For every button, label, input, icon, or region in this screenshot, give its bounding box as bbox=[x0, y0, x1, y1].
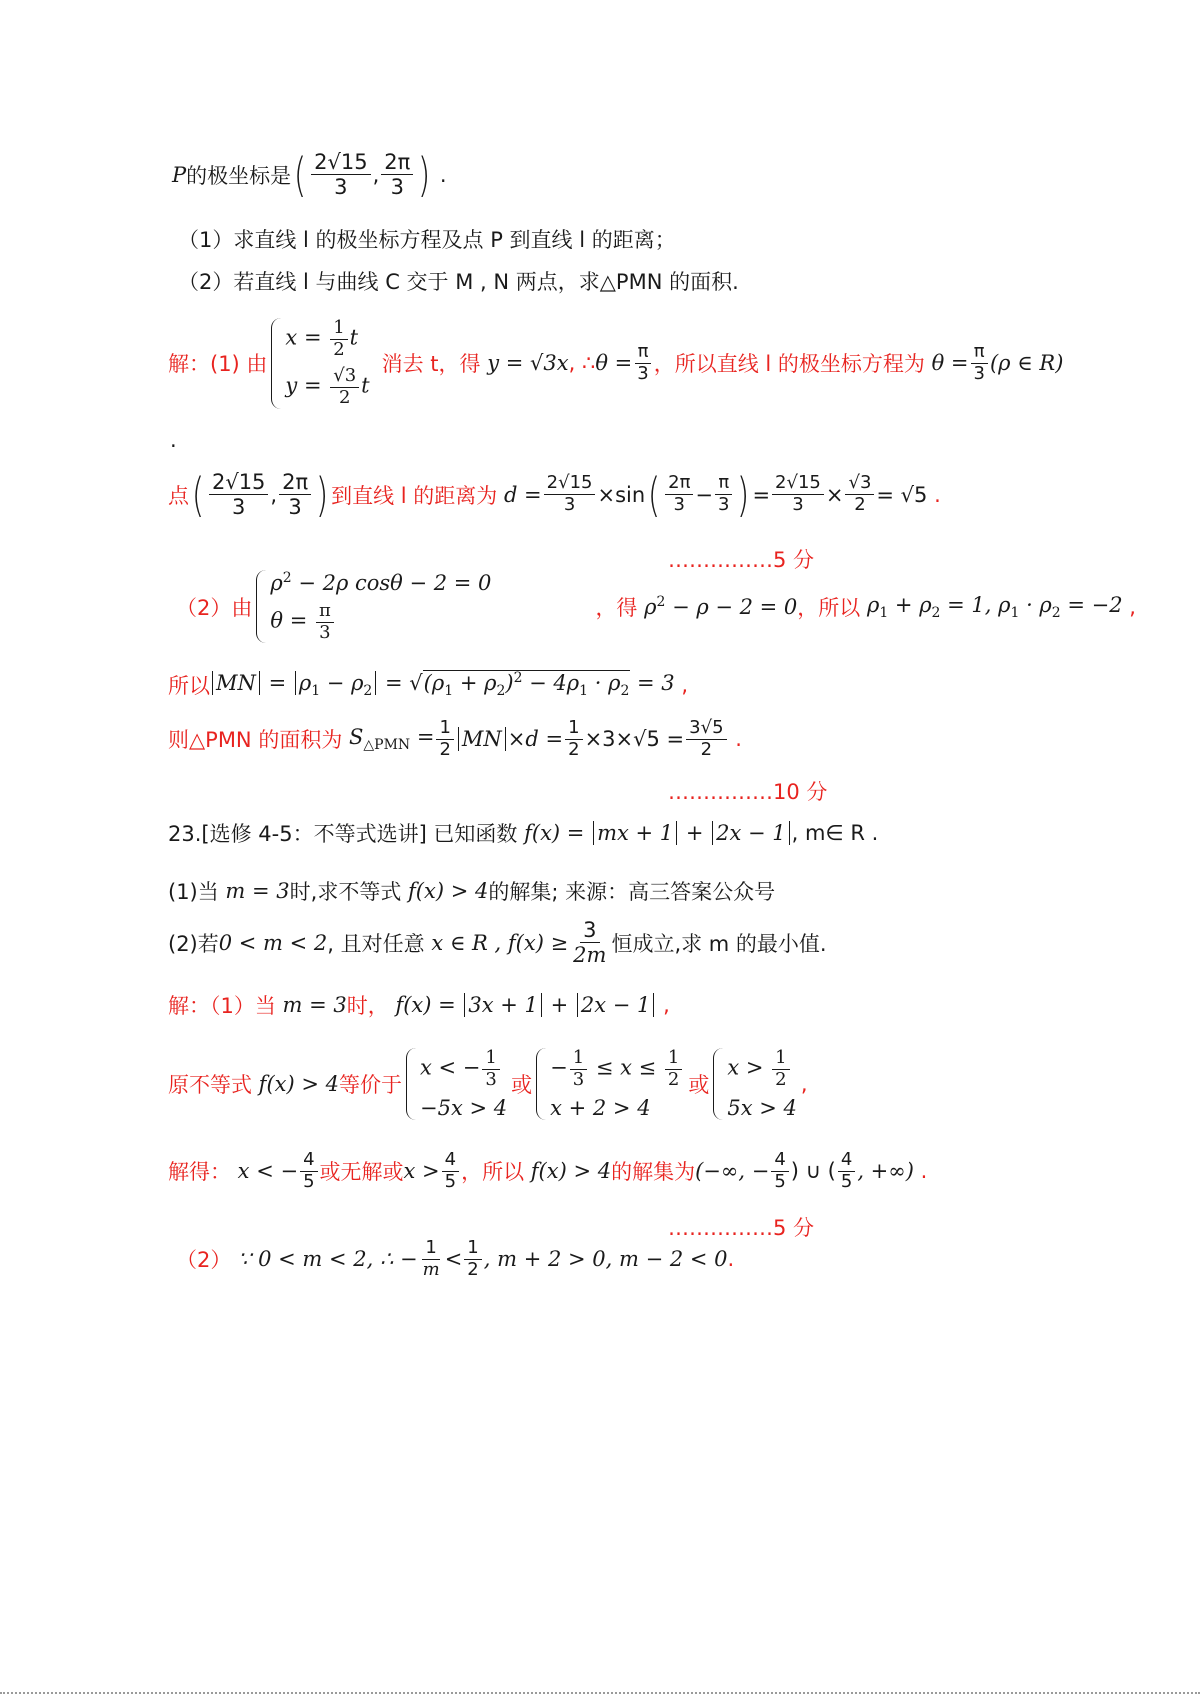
equiv-text: 等价于 bbox=[338, 1073, 402, 1098]
area-prefix: 则△PMN 的面积为 bbox=[168, 728, 343, 753]
solution1-intro: 解：(1) 由 bbox=[168, 352, 268, 377]
q23-part1: (1)当 m = 3 时,求不等式 f(x) > 4 的解集; 来源：高三答案公众号 bbox=[168, 876, 775, 906]
sol23-equiv-line: 原不等式 f(x) > 4 等价于 x < − $\frac{1}{3}$ −5x > 4 或 − $\frac{1}{3}$ ≤ x ≤ $\frac{1}{2}$ x + 2 > 4 或 x > $\frac{1}{2}$ 5x > 4 , bbox=[168, 1047, 808, 1121]
question-part2: （2）若直线 l 与曲线 C 交于 M , N 两点，求△PMN 的面积. bbox=[178, 270, 739, 294]
q23-cond: , m∈ R . bbox=[791, 821, 879, 845]
given-line: P 的极坐标是 ( $\frac{2√15}{3}$ , $\frac{2\pi}{3}$ ) . bbox=[172, 147, 447, 202]
q23-p1-prefix: (1)当 bbox=[168, 880, 219, 904]
score-10: ……………10 分 bbox=[668, 780, 828, 804]
sol23-intro: 解：（1）当 bbox=[168, 994, 276, 1018]
given-r: $\frac{2√15}{3}$ bbox=[311, 150, 370, 199]
get-text: ，得 bbox=[595, 595, 638, 620]
question-part1: （1）求直线 l 的极坐标方程及点 P 到直线 l 的距离； bbox=[178, 228, 676, 252]
area-line: 则△PMN 的面积为 $S_{\triangle PMN}$ = $\frac{1}{2}$ MN ×d = $\frac{1}{2}$ ×3×√5 = $\frac{3√5}{2}$ . bbox=[168, 717, 742, 760]
solution2-intro: （2）由 bbox=[176, 595, 253, 620]
sol23-part2: （2） ∵ 0 < m < 2, ∴ − $\frac{1}{m}$ < $\frac{1}{2}$ , m + 2 > 0, m − 2 < 0 . bbox=[176, 1237, 735, 1280]
equiv-prefix: 原不等式 bbox=[168, 1073, 252, 1098]
result-so: ，所以 bbox=[461, 1160, 525, 1185]
point-p: P bbox=[172, 162, 187, 187]
param-system: x = $\frac{1}{2}$ t y = $\frac{√3}{2}$ t bbox=[271, 318, 369, 409]
solution2-line: （2）由 $\rho^2 - 2\rho$ cosθ − 2 = 0 θ = $\frac{\pi}{3}$ ，得 $\rho^2 - \rho - 2 = 0$ ，所以 $\rho_1 + \rho_2 = 1$, $\rho_1 \cdot \rho_2 = -2$ , bbox=[176, 570, 1136, 643]
or-2: 或 bbox=[688, 1073, 710, 1098]
q23-p2-end: 恒成立,求 m 的最小值. bbox=[611, 931, 827, 956]
sol23-result-line: 解得： x < − $\frac{4}{5}$ 或无解或 x > $\frac{4}{5}$ ，所以 f(x) > 4 的解集为 (−∞, − $\frac{4}{5}$ ) ∪ ( $\frac{4}{5}$ , +∞) . bbox=[168, 1149, 928, 1192]
given-text: 的极坐标是 bbox=[186, 163, 292, 188]
solution1-dot: . bbox=[170, 428, 177, 452]
q23-p2-prefix: (2)若 bbox=[168, 931, 219, 956]
case-system-3: x > $\frac{1}{2}$ 5x > 4 bbox=[713, 1048, 797, 1120]
score-5-a: ……………5 分 bbox=[668, 548, 815, 572]
mn-prefix: 所以 bbox=[168, 674, 210, 698]
solution1-line: 解：(1) 由 x = $\frac{1}{2}$ t y = $\frac{√3}{2}$ t 消去 t，得 y = √3x , ∴ θ = $\frac{\pi}{3}$ ，所以直线 l 的极坐标方程为 θ = $\frac{\pi}{3}$ (ρ ∈ R) bbox=[168, 317, 1064, 409]
q23-p1-mid: 时,求不等式 bbox=[289, 880, 402, 904]
distance-line: 点 ( $\frac{2√15}{3}$ , $\frac{2\pi}{3}$ ) 到直线 l 的距离为 d = $\frac{2√15}{3}$ ×sin ( $\frac{2\pi}{3}$ − $\frac{\pi}{3}$ ) = $\frac{2√15}{3}$ × $\frac{√3}{2}$ = √5 . bbox=[168, 467, 941, 522]
q23-p2-mid: , 且对任意 bbox=[327, 931, 425, 956]
or-1: 或 bbox=[511, 1073, 533, 1098]
polar-system: $\rho^2 - 2\rho$ cosθ − 2 = 0 θ = $\frac{\pi}{3}$ bbox=[256, 570, 491, 643]
so-text: ，所以 bbox=[797, 595, 861, 620]
sol23-line1: 解：（1）当 m = 3 时， f(x) = 3x + 1 + 2x − 1 , bbox=[168, 990, 670, 1020]
page-divider bbox=[0, 1692, 1200, 1694]
q23-part2: (2)若 0 < m < 2 , 且对任意 x ∈ R , f(x) ≥ $\frac{3}{2m}$ 恒成立,求 m 的最小值. bbox=[168, 918, 827, 968]
q23-p1-end: 的解集; 来源：高三答案公众号 bbox=[488, 880, 776, 904]
eliminate-text: 消去 t，得 bbox=[381, 352, 481, 377]
given-theta: $\frac{2\pi}{3}$ bbox=[381, 150, 413, 199]
case-system-2: − $\frac{1}{3}$ ≤ x ≤ $\frac{1}{2}$ x + 2 > 4 bbox=[536, 1048, 684, 1120]
case-system-1: x < − $\frac{1}{3}$ −5x > 4 bbox=[406, 1048, 507, 1120]
result-mid: 或无解或 bbox=[319, 1160, 404, 1185]
result-text: 的解集为 bbox=[611, 1160, 696, 1185]
mn-line: 所以 MN = $\rho_1 - \rho_2 = √(\rho_1 + \rho_2)^2 - 4\rho_1 \cdot \rho_2 = 3$ , bbox=[168, 670, 689, 700]
sol23-when: 时， bbox=[346, 994, 389, 1018]
distance-text: 到直线 l 的距离为 bbox=[331, 483, 498, 508]
q23-title-line: 23.[选修 4-5：不等式选讲] 已知函数 f(x) = mx + 1 + 2x − 1 , m∈ R . bbox=[168, 818, 878, 848]
sol23-part2-prefix: （2） bbox=[176, 1248, 232, 1273]
polar-eq-text: ，所以直线 l 的极坐标方程为 bbox=[653, 352, 925, 377]
result-prefix: 解得： bbox=[168, 1160, 231, 1185]
therefore-symbol: ∴ bbox=[581, 351, 596, 376]
distance-prefix: 点 bbox=[168, 483, 189, 508]
q23-title: 23.[选修 4-5：不等式选讲] 已知函数 bbox=[168, 822, 518, 846]
score-5-b: ……………5 分 bbox=[668, 1216, 815, 1240]
